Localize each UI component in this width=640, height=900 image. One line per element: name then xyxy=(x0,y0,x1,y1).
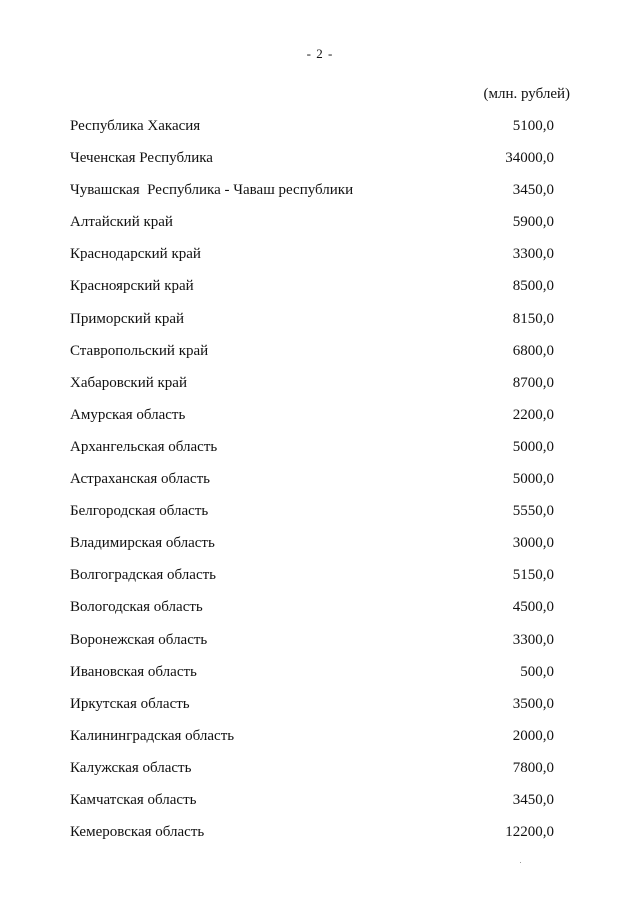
list-item xyxy=(70,694,554,726)
list-item xyxy=(70,662,554,694)
region-name: Камчатская область xyxy=(70,791,197,808)
region-name: Чувашская Республика - Чаваш республики xyxy=(70,182,354,199)
region-name: Республика Хакасия xyxy=(70,118,201,134)
region-name: Краснодарский край xyxy=(70,246,201,263)
list-item xyxy=(70,533,554,565)
list-item xyxy=(70,309,554,341)
allocation-value: 5000,0 xyxy=(512,471,554,488)
region-name: Ивановская область xyxy=(70,663,197,680)
list-item xyxy=(70,790,554,822)
list-item xyxy=(70,276,554,308)
region-name: Приморский край xyxy=(70,310,185,327)
allocation-value: 3450,0 xyxy=(512,182,554,199)
allocation-value: 2200,0 xyxy=(512,406,554,423)
list-item xyxy=(70,244,554,276)
list-item xyxy=(70,405,554,437)
list-item xyxy=(70,437,554,469)
region-name: Владимирская область xyxy=(70,535,215,552)
allocation-value: 7800,0 xyxy=(512,759,554,776)
list-item xyxy=(70,758,554,790)
allocation-value: 5000,0 xyxy=(512,438,554,455)
list-item xyxy=(70,341,554,373)
allocation-value: 2000,0 xyxy=(512,727,554,744)
list-item xyxy=(70,630,554,662)
region-name: Калининградская область xyxy=(70,727,235,744)
allocation-value: 5100,0 xyxy=(512,118,554,134)
region-allocation-list xyxy=(70,116,554,854)
scan-speck xyxy=(520,862,521,863)
page-number: - 2 - xyxy=(306,46,334,61)
allocation-value: 6800,0 xyxy=(512,342,554,359)
allocation-value: 3450,0 xyxy=(512,791,554,808)
list-item xyxy=(70,180,554,212)
region-name: Чеченская Республика xyxy=(70,150,213,167)
allocation-value: 8150,0 xyxy=(512,310,554,327)
list-item xyxy=(70,822,554,854)
allocation-value: 3500,0 xyxy=(512,695,554,712)
region-name: Хабаровский край xyxy=(70,374,187,391)
allocation-value: 5550,0 xyxy=(512,503,554,520)
list-item xyxy=(70,597,554,629)
allocation-value: 5150,0 xyxy=(512,567,554,584)
allocation-value: 3300,0 xyxy=(512,631,554,648)
units-label: (млн. рублей) xyxy=(483,86,570,102)
region-name: Ставропольский край xyxy=(70,342,209,359)
list-item xyxy=(70,726,554,758)
allocation-value: 12200,0 xyxy=(505,824,554,841)
allocation-value: 8700,0 xyxy=(512,374,554,391)
region-name: Амурская область xyxy=(70,406,186,423)
region-name: Кемеровская область xyxy=(70,824,205,841)
list-item xyxy=(70,469,554,501)
region-name: Вологодская область xyxy=(70,599,203,616)
list-item xyxy=(70,373,554,405)
allocation-value: 34000,0 xyxy=(505,150,554,167)
list-item xyxy=(70,116,554,148)
region-name: Иркутская область xyxy=(70,695,190,712)
region-name: Архангельская область xyxy=(70,438,218,455)
list-item xyxy=(70,565,554,597)
allocation-value: 8500,0 xyxy=(512,278,554,295)
list-item xyxy=(70,501,554,533)
allocation-value: 5900,0 xyxy=(512,214,554,231)
allocation-value: 4500,0 xyxy=(512,599,554,616)
region-name: Красноярский край xyxy=(70,278,194,295)
region-name: Калужская область xyxy=(70,759,192,776)
allocation-value: 3300,0 xyxy=(512,246,554,263)
region-name: Волгоградская область xyxy=(70,567,216,584)
allocation-value: 500,0 xyxy=(520,663,554,680)
region-name: Алтайский край xyxy=(70,214,173,231)
list-item xyxy=(70,212,554,244)
region-name: Белгородская область xyxy=(70,503,209,520)
region-name: Астраханская область xyxy=(70,471,210,488)
list-item xyxy=(70,148,554,180)
allocation-value: 3000,0 xyxy=(512,535,554,552)
region-name: Воронежская область xyxy=(70,631,208,648)
